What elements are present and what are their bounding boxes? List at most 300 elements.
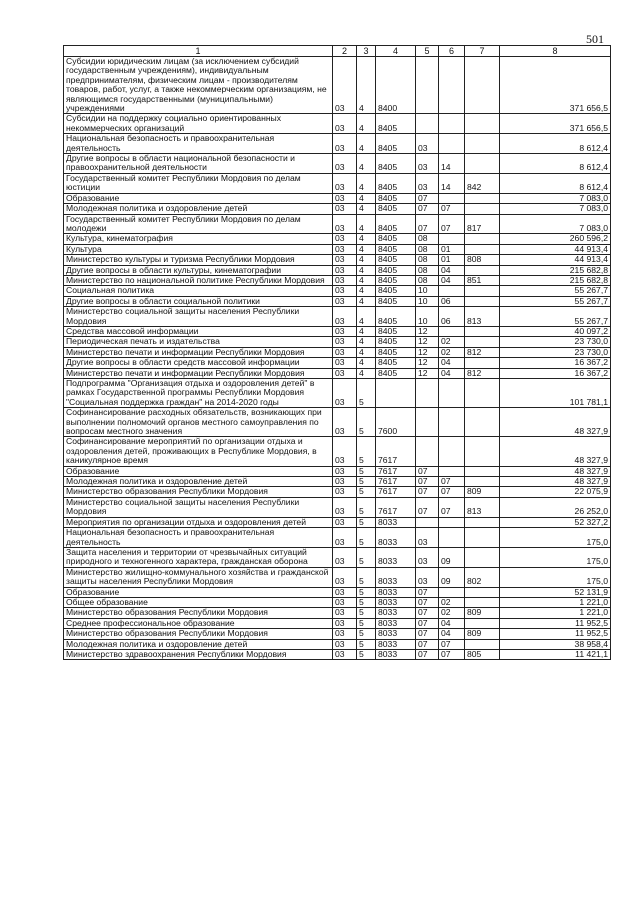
code-cell-5: 07 <box>416 497 439 517</box>
row-name-cell: Министерство печати и информации Республики Мордовия <box>64 368 333 378</box>
amount-cell: 101 781,1 <box>500 379 611 408</box>
row-name-cell: Министерство культуры и туризма Республики Мордовия <box>64 255 333 265</box>
code-cell-3: 5 <box>357 547 376 567</box>
table-row <box>64 379 611 408</box>
code-cell-6: 01 <box>439 255 465 265</box>
code-cell-4: 8405 <box>376 214 416 234</box>
code-cell-2: 03 <box>333 193 357 203</box>
code-cell-6: 07 <box>439 487 465 497</box>
code-cell-2: 03 <box>333 639 357 649</box>
amount-cell: 44 913,4 <box>500 244 611 254</box>
amount-cell: 48 327,9 <box>500 477 611 487</box>
code-cell-4: 8405 <box>376 255 416 265</box>
code-cell-6: 04 <box>439 265 465 275</box>
code-cell-5: 07 <box>416 587 439 597</box>
row-name-cell: Национальная безопасность и правоохранительная деятельность <box>64 134 333 154</box>
code-cell-3: 4 <box>357 307 376 327</box>
table-row <box>64 517 611 527</box>
code-cell-5: 10 <box>416 307 439 327</box>
code-cell-7 <box>465 114 500 134</box>
code-cell-7 <box>465 193 500 203</box>
row-name-cell: Министерство жилищно-коммунального хозяйства и гражданской защиты населения Республики Мордовия <box>64 567 333 587</box>
code-cell-3: 4 <box>357 286 376 296</box>
code-cell-7 <box>465 408 500 437</box>
code-cell-7 <box>465 265 500 275</box>
code-cell-5: 12 <box>416 337 439 347</box>
code-cell-7: 817 <box>465 214 500 234</box>
code-cell-5: 07 <box>416 487 439 497</box>
code-cell-4: 8033 <box>376 649 416 659</box>
code-cell-3: 4 <box>357 234 376 244</box>
code-cell-6: 07 <box>439 477 465 487</box>
row-name-cell: Социальная политика <box>64 286 333 296</box>
amount-cell: 23 730,0 <box>500 337 611 347</box>
code-cell-4: 8033 <box>376 608 416 618</box>
code-cell-4: 8033 <box>376 517 416 527</box>
amount-cell: 7 083,0 <box>500 214 611 234</box>
code-cell-2: 03 <box>333 466 357 476</box>
code-cell-6: 09 <box>439 547 465 567</box>
code-cell-5: 07 <box>416 639 439 649</box>
code-cell-4 <box>376 379 416 408</box>
code-cell-4: 8405 <box>376 173 416 193</box>
column-header: 6 <box>439 46 465 57</box>
code-cell-6 <box>439 134 465 154</box>
code-cell-7 <box>465 296 500 306</box>
code-cell-2: 03 <box>333 618 357 628</box>
table-row <box>64 255 611 265</box>
code-cell-4: 8405 <box>376 326 416 336</box>
code-cell-3: 5 <box>357 466 376 476</box>
code-cell-2: 03 <box>333 214 357 234</box>
code-cell-4: 7617 <box>376 497 416 517</box>
row-name-cell: Государственный комитет Республики Мордовия по делам юстиции <box>64 173 333 193</box>
code-cell-4: 8405 <box>376 134 416 154</box>
code-cell-6: 02 <box>439 347 465 357</box>
code-cell-3: 5 <box>357 608 376 618</box>
table-row <box>64 307 611 327</box>
code-cell-4: 8033 <box>376 528 416 548</box>
code-cell-2: 03 <box>333 347 357 357</box>
code-cell-3: 5 <box>357 629 376 639</box>
column-header: 7 <box>465 46 500 57</box>
table-row <box>64 326 611 336</box>
code-cell-4: 8033 <box>376 597 416 607</box>
code-cell-5: 12 <box>416 347 439 357</box>
amount-cell: 8 612,4 <box>500 154 611 174</box>
code-cell-5: 07 <box>416 629 439 639</box>
code-cell-3: 4 <box>357 326 376 336</box>
code-cell-3: 5 <box>357 597 376 607</box>
amount-cell: 8 612,4 <box>500 134 611 154</box>
code-cell-7 <box>465 587 500 597</box>
table-row <box>64 608 611 618</box>
amount-cell: 175,0 <box>500 547 611 567</box>
amount-cell: 11 421,1 <box>500 649 611 659</box>
code-cell-2: 03 <box>333 265 357 275</box>
code-cell-2: 03 <box>333 255 357 265</box>
code-cell-6: 04 <box>439 629 465 639</box>
code-cell-6: 09 <box>439 567 465 587</box>
table-row <box>64 214 611 234</box>
code-cell-7 <box>465 528 500 548</box>
code-cell-3: 4 <box>357 244 376 254</box>
table-row <box>64 408 611 437</box>
amount-cell: 48 327,9 <box>500 437 611 466</box>
amount-cell: 16 367,2 <box>500 368 611 378</box>
table-row <box>64 286 611 296</box>
code-cell-4: 8033 <box>376 618 416 628</box>
code-cell-2: 03 <box>333 114 357 134</box>
amount-cell: 22 075,9 <box>500 487 611 497</box>
code-cell-6 <box>439 286 465 296</box>
row-name-cell: Защита населения и территории от чрезвычайных ситуаций природного и техногенного характера, гражданская оборона <box>64 547 333 567</box>
table-row <box>64 244 611 254</box>
code-cell-3: 4 <box>357 173 376 193</box>
code-cell-4: 8405 <box>376 337 416 347</box>
row-name-cell: Министерство печати и информации Республики Мордовия <box>64 347 333 357</box>
amount-cell: 175,0 <box>500 528 611 548</box>
code-cell-4: 8405 <box>376 204 416 214</box>
code-cell-5: 07 <box>416 204 439 214</box>
code-cell-7 <box>465 477 500 487</box>
table-row <box>64 547 611 567</box>
table-row <box>64 204 611 214</box>
table-row <box>64 154 611 174</box>
code-cell-7: 809 <box>465 608 500 618</box>
amount-cell: 23 730,0 <box>500 347 611 357</box>
code-cell-6 <box>439 437 465 466</box>
amount-cell: 371 656,5 <box>500 57 611 114</box>
row-name-cell: Общее образование <box>64 597 333 607</box>
code-cell-7 <box>465 234 500 244</box>
table-row <box>64 193 611 203</box>
table-row <box>64 649 611 659</box>
code-cell-2: 03 <box>333 477 357 487</box>
code-cell-6: 04 <box>439 368 465 378</box>
code-cell-2: 03 <box>333 337 357 347</box>
code-cell-3: 5 <box>357 477 376 487</box>
code-cell-7 <box>465 618 500 628</box>
table-row <box>64 477 611 487</box>
amount-cell: 7 083,0 <box>500 193 611 203</box>
code-cell-4: 8405 <box>376 114 416 134</box>
column-header: 2 <box>333 46 357 57</box>
budget-table <box>63 45 611 660</box>
code-cell-5: 07 <box>416 597 439 607</box>
code-cell-5: 07 <box>416 608 439 618</box>
row-name-cell: Другие вопросы в области социальной политики <box>64 296 333 306</box>
code-cell-6: 04 <box>439 275 465 285</box>
code-cell-6: 14 <box>439 173 465 193</box>
code-cell-6 <box>439 57 465 114</box>
code-cell-5: 08 <box>416 255 439 265</box>
code-cell-7 <box>465 134 500 154</box>
code-cell-3: 4 <box>357 255 376 265</box>
code-cell-2: 03 <box>333 244 357 254</box>
code-cell-3: 4 <box>357 265 376 275</box>
code-cell-5: 03 <box>416 567 439 587</box>
row-name-cell: Подпрограмма "Организация отдыха и оздоровления детей" в рамках Государственной программы Республики Мордовия "Социальная поддержка граждан" на 2014-2020 годы <box>64 379 333 408</box>
row-name-cell: Министерство социальной защиты населения Республики Мордовия <box>64 307 333 327</box>
code-cell-3: 5 <box>357 487 376 497</box>
code-cell-6 <box>439 517 465 527</box>
row-name-cell: Молодежная политика и оздоровление детей <box>64 639 333 649</box>
code-cell-3: 4 <box>357 337 376 347</box>
code-cell-4: 8405 <box>376 244 416 254</box>
code-cell-7: 809 <box>465 629 500 639</box>
code-cell-6 <box>439 234 465 244</box>
code-cell-4: 8033 <box>376 587 416 597</box>
code-cell-4: 8405 <box>376 347 416 357</box>
code-cell-7: 809 <box>465 487 500 497</box>
amount-cell: 40 097,2 <box>500 326 611 336</box>
code-cell-2: 03 <box>333 326 357 336</box>
row-name-cell: Другие вопросы в области культуры, кинематографии <box>64 265 333 275</box>
amount-cell: 44 913,4 <box>500 255 611 265</box>
amount-cell: 1 221,0 <box>500 597 611 607</box>
row-name-cell: Образование <box>64 587 333 597</box>
row-name-cell: Молодежная политика и оздоровление детей <box>64 204 333 214</box>
code-cell-5: 12 <box>416 368 439 378</box>
code-cell-4: 8033 <box>376 547 416 567</box>
code-cell-6 <box>439 587 465 597</box>
row-name-cell: Министерство по национальной политике Республики Мордовия <box>64 275 333 285</box>
code-cell-3: 5 <box>357 639 376 649</box>
code-cell-3: 5 <box>357 379 376 408</box>
code-cell-3: 4 <box>357 368 376 378</box>
code-cell-7 <box>465 597 500 607</box>
code-cell-2: 03 <box>333 437 357 466</box>
row-name-cell: Другие вопросы в области средств массовой информации <box>64 358 333 368</box>
table-row <box>64 587 611 597</box>
code-cell-4: 8033 <box>376 639 416 649</box>
code-cell-6: 07 <box>439 649 465 659</box>
code-cell-6: 04 <box>439 358 465 368</box>
code-cell-6: 01 <box>439 244 465 254</box>
code-cell-3: 5 <box>357 587 376 597</box>
code-cell-5: 08 <box>416 234 439 244</box>
code-cell-3: 4 <box>357 193 376 203</box>
code-cell-5: 10 <box>416 286 439 296</box>
code-cell-5: 03 <box>416 547 439 567</box>
code-cell-7 <box>465 244 500 254</box>
amount-cell: 16 367,2 <box>500 358 611 368</box>
code-cell-7 <box>465 326 500 336</box>
code-cell-3: 5 <box>357 497 376 517</box>
code-cell-4: 7617 <box>376 487 416 497</box>
code-cell-4: 7617 <box>376 437 416 466</box>
code-cell-3: 4 <box>357 275 376 285</box>
code-cell-2: 03 <box>333 547 357 567</box>
code-cell-3: 4 <box>357 358 376 368</box>
amount-cell: 260 596,2 <box>500 234 611 244</box>
code-cell-4: 7617 <box>376 477 416 487</box>
code-cell-2: 03 <box>333 134 357 154</box>
amount-cell: 52 327,2 <box>500 517 611 527</box>
code-cell-5: 03 <box>416 173 439 193</box>
column-header: 3 <box>357 46 376 57</box>
code-cell-5: 07 <box>416 649 439 659</box>
code-cell-5: 12 <box>416 326 439 336</box>
code-cell-7: 813 <box>465 307 500 327</box>
code-cell-3: 5 <box>357 567 376 587</box>
row-name-cell: Культура <box>64 244 333 254</box>
amount-cell: 55 267,7 <box>500 296 611 306</box>
code-cell-4: 8400 <box>376 57 416 114</box>
code-cell-6: 07 <box>439 639 465 649</box>
code-cell-6 <box>439 379 465 408</box>
code-cell-2: 03 <box>333 528 357 548</box>
code-cell-7 <box>465 154 500 174</box>
row-name-cell: Среднее профессиональное образование <box>64 618 333 628</box>
code-cell-7: 851 <box>465 275 500 285</box>
table-row <box>64 265 611 275</box>
code-cell-3: 4 <box>357 154 376 174</box>
code-cell-5: 03 <box>416 154 439 174</box>
column-header: 5 <box>416 46 439 57</box>
code-cell-5 <box>416 379 439 408</box>
code-cell-2: 03 <box>333 154 357 174</box>
code-cell-4: 7617 <box>376 466 416 476</box>
column-header-row <box>64 46 611 57</box>
table-row <box>64 629 611 639</box>
row-name-cell: Периодическая печать и издательства <box>64 337 333 347</box>
table-row <box>64 134 611 154</box>
amount-cell: 371 656,5 <box>500 114 611 134</box>
code-cell-5: 07 <box>416 477 439 487</box>
code-cell-4: 8033 <box>376 567 416 587</box>
row-name-cell: Средства массовой информации <box>64 326 333 336</box>
table-row <box>64 173 611 193</box>
page-number: 501 <box>586 32 604 46</box>
amount-cell: 1 221,0 <box>500 608 611 618</box>
row-name-cell: Мероприятия по организации отдыха и оздоровления детей <box>64 517 333 527</box>
code-cell-6: 07 <box>439 497 465 517</box>
table-row <box>64 528 611 548</box>
amount-cell: 55 267,7 <box>500 286 611 296</box>
code-cell-6 <box>439 114 465 134</box>
code-cell-6 <box>439 408 465 437</box>
code-cell-7 <box>465 358 500 368</box>
code-cell-5 <box>416 517 439 527</box>
column-header: 8 <box>500 46 611 57</box>
code-cell-4: 8405 <box>376 193 416 203</box>
code-cell-5: 08 <box>416 275 439 285</box>
code-cell-2: 03 <box>333 286 357 296</box>
code-cell-5 <box>416 114 439 134</box>
code-cell-5: 08 <box>416 265 439 275</box>
row-name-cell: Молодежная политика и оздоровление детей <box>64 477 333 487</box>
code-cell-7 <box>465 204 500 214</box>
code-cell-7 <box>465 639 500 649</box>
code-cell-2: 03 <box>333 587 357 597</box>
amount-cell: 48 327,9 <box>500 466 611 476</box>
code-cell-3: 4 <box>357 347 376 357</box>
row-name-cell: Культура, кинематография <box>64 234 333 244</box>
code-cell-3: 5 <box>357 649 376 659</box>
code-cell-6 <box>439 326 465 336</box>
code-cell-5: 03 <box>416 134 439 154</box>
code-cell-7 <box>465 286 500 296</box>
code-cell-7: 812 <box>465 347 500 357</box>
code-cell-4: 8405 <box>376 275 416 285</box>
code-cell-7 <box>465 517 500 527</box>
row-name-cell: Министерство здравоохранения Республики Мордовия <box>64 649 333 659</box>
code-cell-3: 4 <box>357 57 376 114</box>
code-cell-5 <box>416 437 439 466</box>
table-row <box>64 296 611 306</box>
code-cell-6 <box>439 528 465 548</box>
code-cell-4: 8405 <box>376 234 416 244</box>
row-name-cell: Государственный комитет Республики Мордовия по делам молодежи <box>64 214 333 234</box>
code-cell-2: 03 <box>333 517 357 527</box>
code-cell-2: 03 <box>333 629 357 639</box>
code-cell-4: 8405 <box>376 307 416 327</box>
column-header: 1 <box>64 46 333 57</box>
row-name-cell: Субсидии на поддержку социально ориентированных некоммерческих организаций <box>64 114 333 134</box>
code-cell-5 <box>416 408 439 437</box>
table-row <box>64 437 611 466</box>
code-cell-4: 8405 <box>376 296 416 306</box>
code-cell-2: 03 <box>333 204 357 214</box>
table-row <box>64 358 611 368</box>
amount-cell: 7 083,0 <box>500 204 611 214</box>
code-cell-6: 02 <box>439 337 465 347</box>
row-name-cell: Другие вопросы в области национальной безопасности и правоохранительной деятельности <box>64 154 333 174</box>
amount-cell: 215 682,8 <box>500 265 611 275</box>
code-cell-2: 03 <box>333 275 357 285</box>
code-cell-5: 07 <box>416 193 439 203</box>
row-name-cell: Субсидии юридическим лицам (за исключением субсидий государственным учреждениям), индивидуальным предпринимателям, физическим лицам - производителям товаров, работ, услуг, а также некоммерческим организациям, не являющимся государственными (муниципальными) учреждениями <box>64 57 333 114</box>
code-cell-7 <box>465 57 500 114</box>
code-cell-3: 4 <box>357 114 376 134</box>
amount-cell: 8 612,4 <box>500 173 611 193</box>
code-cell-6: 07 <box>439 214 465 234</box>
table-row <box>64 234 611 244</box>
table-row <box>64 497 611 517</box>
table-row <box>64 347 611 357</box>
table-row <box>64 639 611 649</box>
code-cell-5 <box>416 57 439 114</box>
code-cell-4: 8405 <box>376 368 416 378</box>
code-cell-4: 8405 <box>376 154 416 174</box>
code-cell-2: 03 <box>333 358 357 368</box>
amount-cell: 48 327,9 <box>500 408 611 437</box>
code-cell-7: 808 <box>465 255 500 265</box>
table-row <box>64 567 611 587</box>
code-cell-5: 07 <box>416 618 439 628</box>
code-cell-2: 03 <box>333 497 357 517</box>
code-cell-3: 4 <box>357 296 376 306</box>
code-cell-3: 4 <box>357 134 376 154</box>
code-cell-6: 04 <box>439 618 465 628</box>
code-cell-5: 10 <box>416 296 439 306</box>
code-cell-6: 07 <box>439 204 465 214</box>
code-cell-2: 03 <box>333 567 357 587</box>
amount-cell: 26 252,0 <box>500 497 611 517</box>
code-cell-7: 802 <box>465 567 500 587</box>
code-cell-4: 8405 <box>376 265 416 275</box>
code-cell-2: 03 <box>333 173 357 193</box>
row-name-cell: Министерство образования Республики Мордовия <box>64 487 333 497</box>
code-cell-3: 5 <box>357 618 376 628</box>
row-name-cell: Образование <box>64 466 333 476</box>
code-cell-6: 14 <box>439 154 465 174</box>
code-cell-3: 5 <box>357 408 376 437</box>
amount-cell: 52 131,9 <box>500 587 611 597</box>
row-name-cell: Министерство образования Республики Мордовия <box>64 608 333 618</box>
